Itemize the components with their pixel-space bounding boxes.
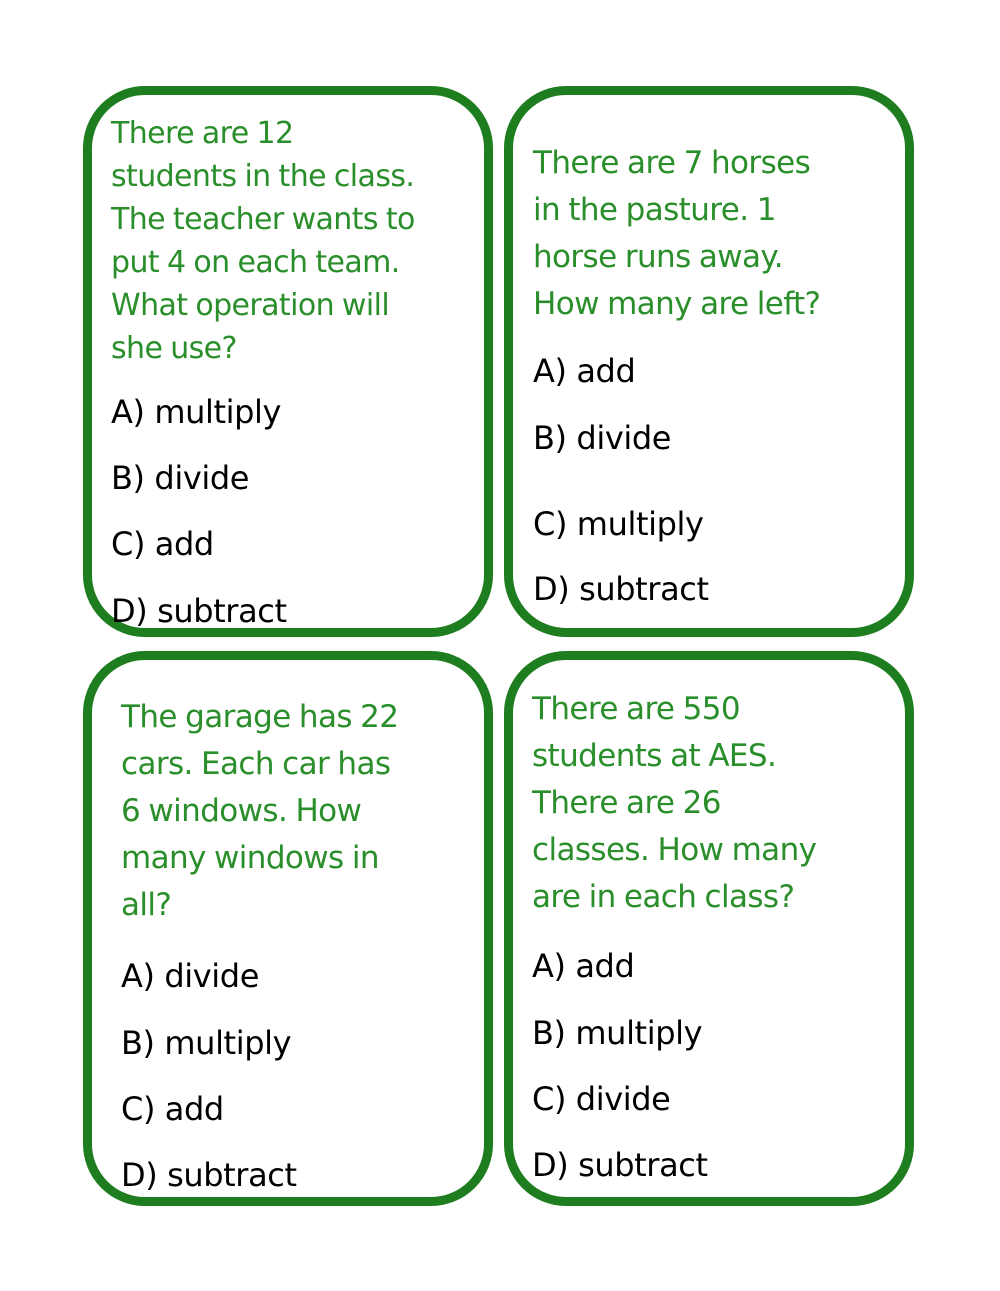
question-card-3 xyxy=(83,651,493,1206)
option-c[interactable]: C) add xyxy=(111,525,214,563)
option-d[interactable]: D) subtract xyxy=(532,1146,708,1184)
question-text: The garage has 22 cars. Each car has 6 windows. How many windows in all? xyxy=(121,699,399,923)
question-text: There are 550 students at AES. There are 26 classes. How many are in each class? xyxy=(532,691,817,915)
option-c[interactable]: C) add xyxy=(121,1090,224,1128)
option-d[interactable]: D) subtract xyxy=(533,570,709,608)
option-a[interactable]: A) divide xyxy=(121,957,259,995)
question-text: There are 7 horses in the pasture. 1 horse runs away. How many are left? xyxy=(533,145,821,322)
question-card-4 xyxy=(504,651,914,1206)
question-card-1 xyxy=(83,86,493,637)
question-text: There are 12 students in the class. The teacher wants to put 4 on each team. What operation will she use? xyxy=(111,116,415,366)
option-d[interactable]: D) subtract xyxy=(111,592,287,630)
option-c[interactable]: C) divide xyxy=(532,1080,671,1118)
option-a[interactable]: A) add xyxy=(533,352,636,390)
option-b[interactable]: B) divide xyxy=(533,419,672,457)
option-a[interactable]: A) multiply xyxy=(111,393,282,431)
option-b[interactable]: B) multiply xyxy=(532,1014,703,1052)
option-b[interactable]: B) multiply xyxy=(121,1024,292,1062)
option-b[interactable]: B) divide xyxy=(111,459,250,497)
question-card-2 xyxy=(504,86,914,637)
option-c[interactable]: C) multiply xyxy=(533,505,704,543)
option-d[interactable]: D) subtract xyxy=(121,1156,297,1194)
option-a[interactable]: A) add xyxy=(532,947,635,985)
